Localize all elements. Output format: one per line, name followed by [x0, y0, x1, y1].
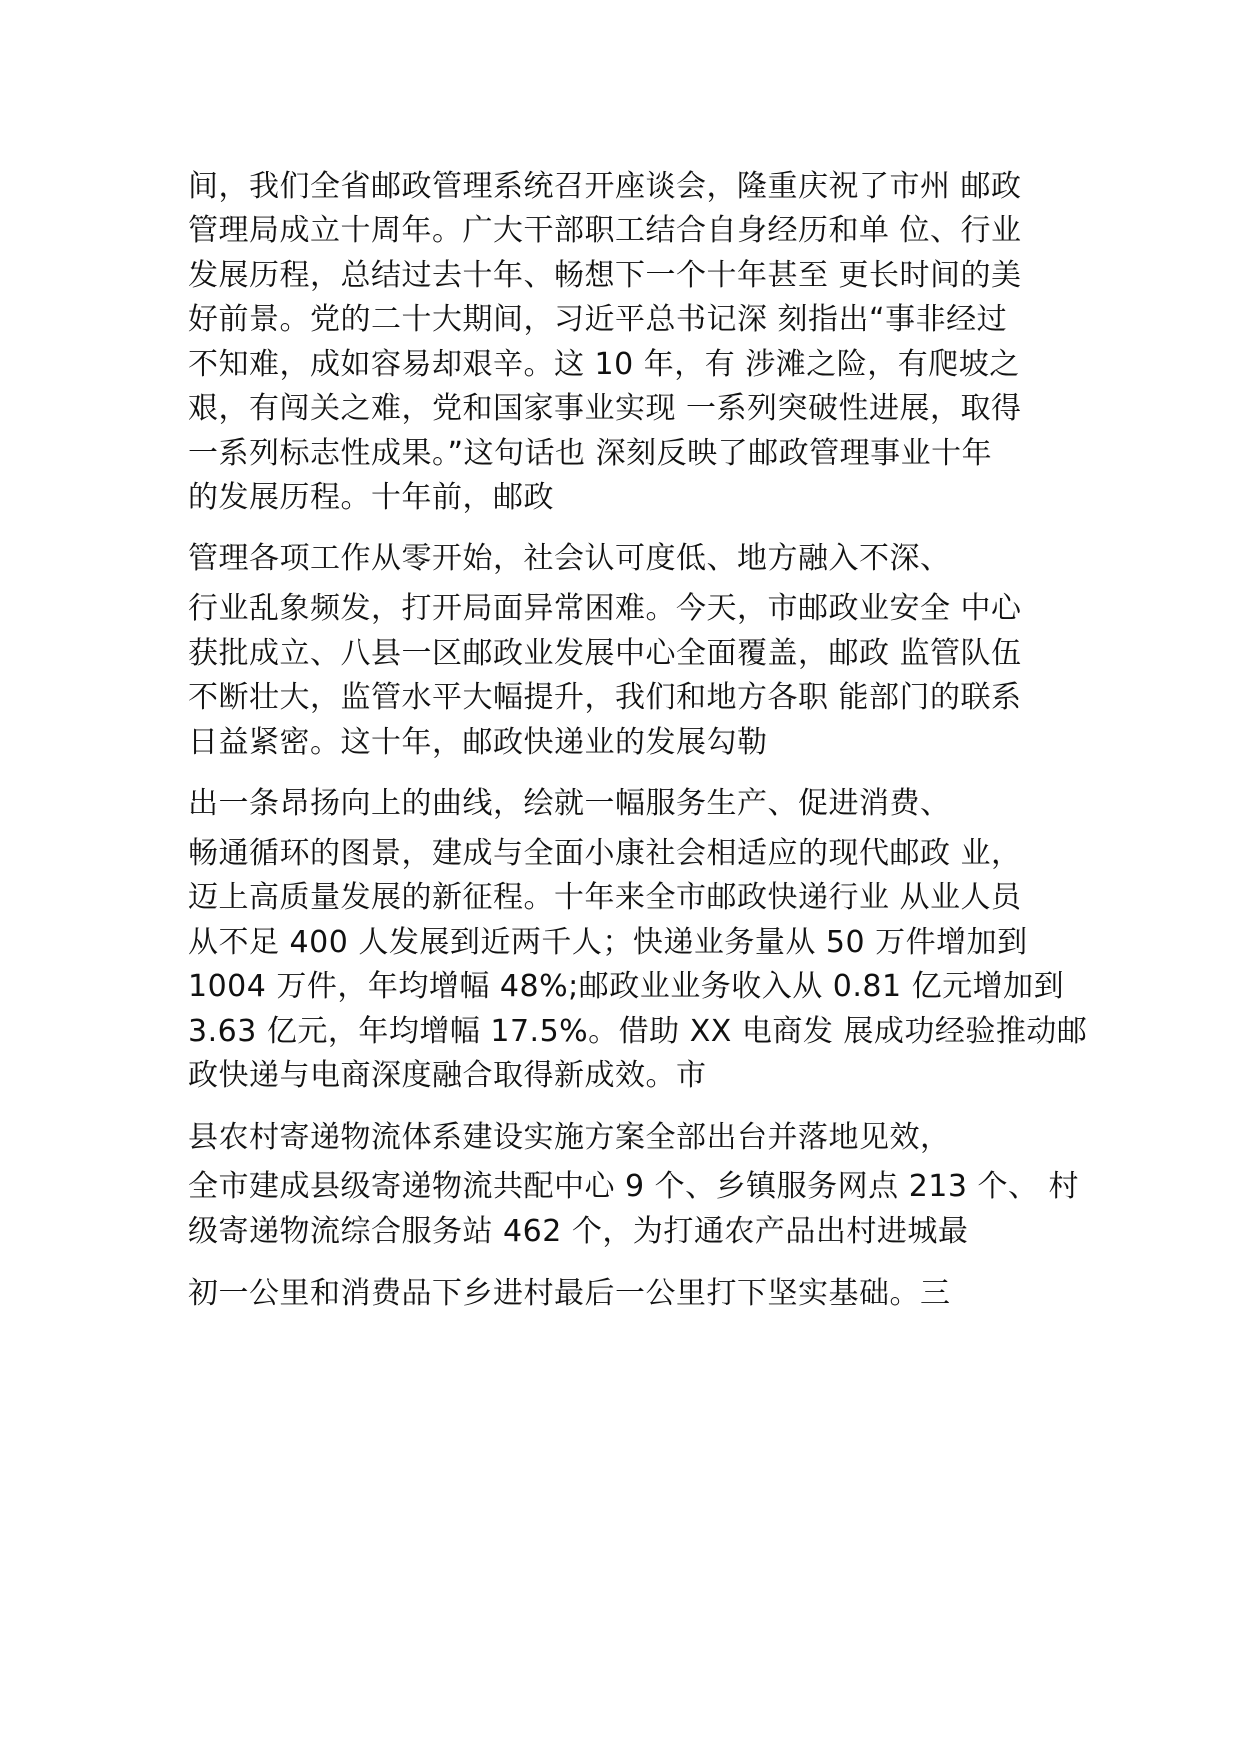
text-line: 好前景。党的二十大期间，习近平总书记深 刻指出“事非经过: [188, 302, 1008, 337]
text-line: 不断壮大，监管水平大幅提升，我们和地方各职 能部门的联系: [188, 680, 1022, 715]
text-line: 1004 万件，年均增幅 48%;邮政业业务收入从 0.81 亿元增加到: [188, 969, 1065, 1004]
text-line: 行业乱象频发，打开局面异常困难。今天，市邮政业安全 中心: [188, 591, 1022, 626]
text-line: 日益紧密。这十年，邮政快递业的发展勾勒: [188, 725, 768, 760]
text-line: 畅通循环的图景，建成与全面小康社会相适应的现代邮政 业，: [188, 836, 1022, 871]
text-line: 初一公里和消费品下乡进村最后一公里打下坚实基础。三: [188, 1276, 951, 1311]
text-line: 间，我们全省邮政管理系统召开座谈会，隆重庆祝了市州 邮政: [188, 169, 1022, 204]
text-line: 3.63 亿元，年均增幅 17.5%。借助 XX 电商发 展成功经验推动邮: [188, 1014, 1088, 1049]
text-line: 全市建成县级寄递物流共配中心 9 个、乡镇服务网点 213 个、 村: [188, 1169, 1080, 1204]
text-line: 发展历程，总结过去十年、畅想下一个十年甚至 更长时间的美: [188, 258, 1022, 293]
text-line: 政快递与电商深度融合取得新成效。市: [188, 1058, 707, 1093]
text-line: 管理局成立十周年。广大干部职工结合自身经历和单 位、行业: [188, 213, 1022, 248]
text-line: 不知难，成如容易却艰辛。这 10 年，有 涉滩之险，有爬坡之: [188, 347, 1020, 382]
text-line: 的发展历程。十年前，邮政: [188, 480, 554, 515]
text-line: 艰，有闯关之难，党和国家事业实现 一系列突破性进展，取得: [188, 391, 1022, 426]
text-line: 迈上高质量发展的新征程。十年来全市邮政快递行业 从业人员: [188, 880, 1022, 915]
text-line: 管理各项工作从零开始，社会认可度低、地方融入不深、: [188, 541, 951, 576]
text-line: 县农村寄递物流体系建设实施方案全部出台并落地见效，: [188, 1120, 951, 1155]
text-line: 从不足 400 人发展到近两千人；快递业务量从 50 万件增加到: [188, 925, 1028, 960]
text-line: 出一条昂扬向上的曲线，绘就一幅服务生产、促进消费、: [188, 786, 951, 821]
text-line: 一系列标志性成果。”这句话也 深刻反映了邮政管理事业十年: [188, 436, 993, 471]
text-line: 获批成立、八县一区邮政业发展中心全面覆盖，邮政 监管队伍: [188, 636, 1022, 671]
text-line: 级寄递物流综合服务站 462 个，为打通农产品出村进城最: [188, 1214, 969, 1249]
